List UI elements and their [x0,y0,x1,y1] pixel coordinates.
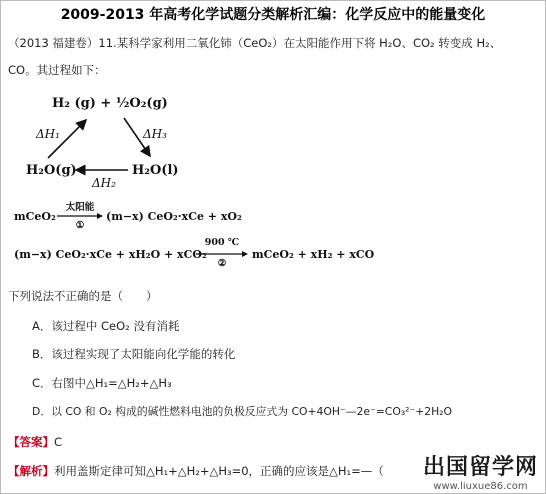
question-stem-line1: （2013 福建卷）11.某科学家利用二氧化铈（CeO₂）在太阳能作用下将 H₂O、CO₂ 转变成 H₂、 [8,36,502,50]
reaction1-condition-top: 太阳能 [65,202,95,213]
analysis-line [8,463,384,479]
analysis-text: 利用盖斯定律可知△H₁+△H₂+△H₃=0，正确的应该是△H₁=—（ [54,464,384,478]
label-dh2: ΔH₂ [92,176,116,188]
cycle-left-state: H₂O(g) [26,163,77,178]
cycle-top-state: H₂ (g) + ½O₂(g) [52,96,168,111]
page-title: 2009-2013 年高考化学试题分类解析汇编：化学反应中的能量变化 [60,7,486,23]
cycle-right-state: H₂O(l) [132,163,179,178]
reaction1-condition-bottom: ① [75,220,85,231]
reaction2-condition-bottom: ② [217,258,227,269]
option-d: D．以 CO 和 O₂ 构成的碱性燃料电池的负极反应式为 CO+4OH⁻—2e⁻=CO₃²⁻+2H₂O [32,405,453,418]
option-b: B．该过程实现了太阳能向化学能的转化 [32,347,236,361]
option-a: A．该过程中 CeO₂ 没有消耗 [32,319,180,333]
reaction2-products: mCeO₂ + xH₂ + xCO [252,248,375,261]
option-c: C．右图中△H₁=△H₂+△H₃ [32,376,172,390]
question-prompt: 下列说法不正确的是（ ） [8,289,158,303]
energy-cycle-diagram [0,88,546,188]
site-watermark [421,450,540,492]
reaction2-arrow [194,250,250,258]
question-stem-line2: CO。其过程如下： [8,63,106,77]
reaction2-condition-top: 900 ℃ [204,237,240,248]
reaction1-products: (m−x) CeO₂·xCe + xO₂ [106,210,242,223]
analysis-label: 【解析】 [8,464,54,478]
label-dh3: ΔH₃ [143,127,167,141]
answer-line [8,434,62,450]
reaction2-reactants: (m−x) CeO₂·xCe + xH₂O + xCO₂ [14,248,207,261]
answer-label: 【答案】 [8,435,54,449]
watermark-logo-text: 出国留学网 [422,455,538,480]
reaction1-reactant: mCeO₂ [14,210,56,223]
label-dh1: ΔH₁ [36,127,60,141]
watermark-url: www.liuxue86.com [433,481,528,492]
reaction1-arrow [55,212,105,220]
answer-value: C [54,435,63,449]
